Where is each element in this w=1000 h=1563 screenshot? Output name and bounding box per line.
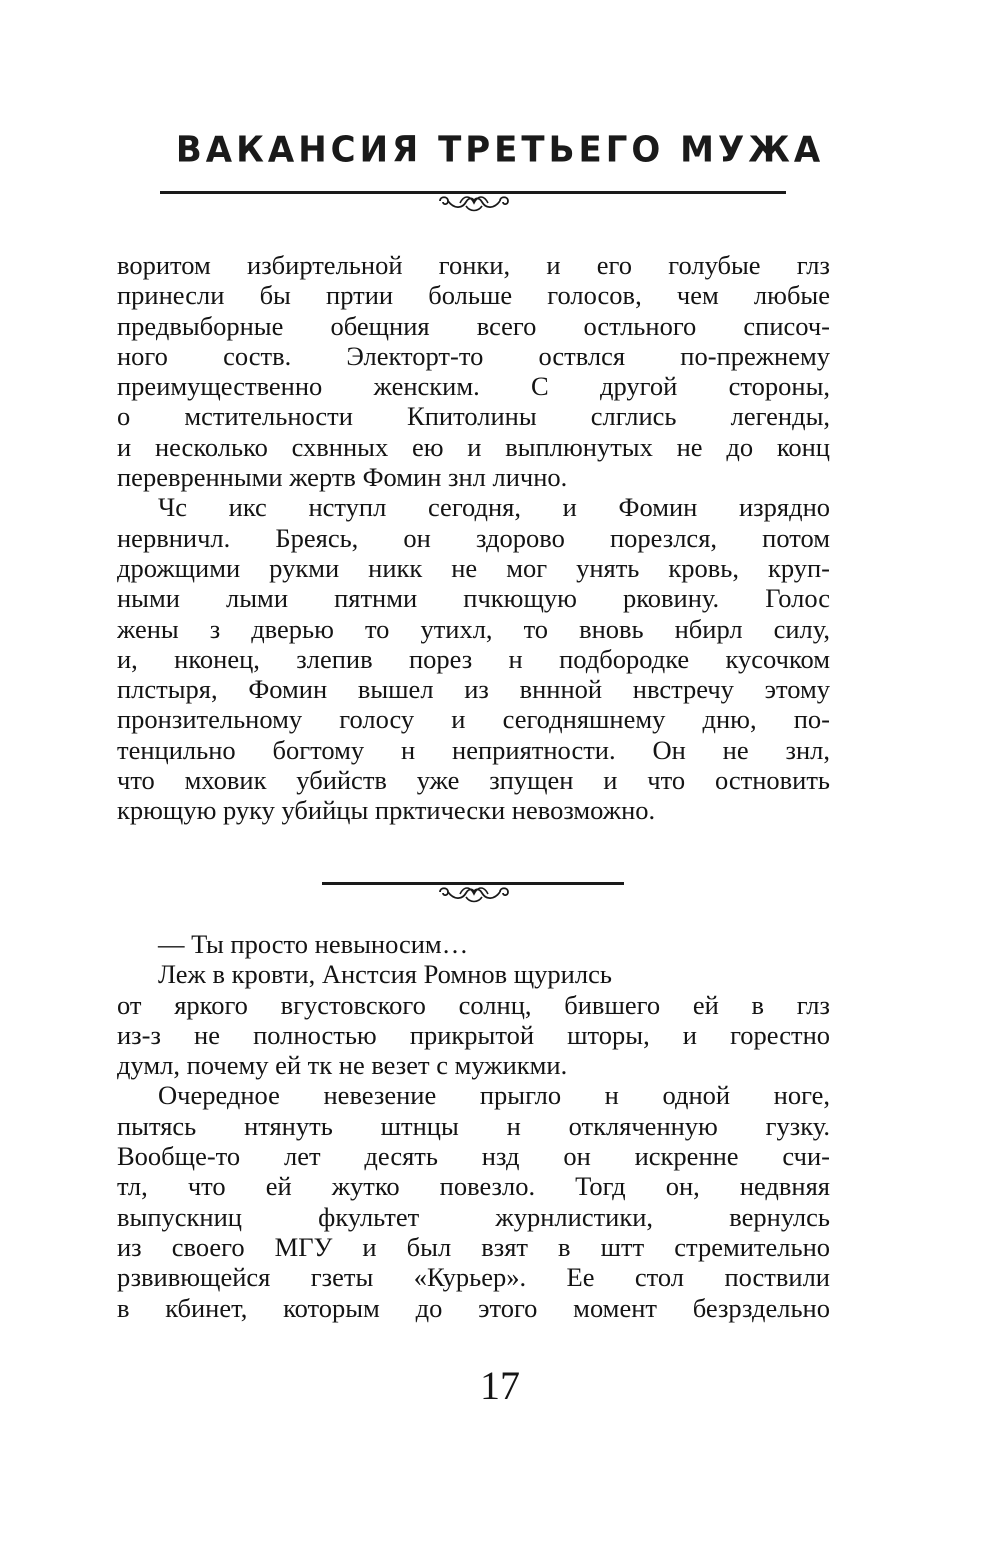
paragraph-block-1 [117,250,830,826]
text-line: думл, почему ей тк не везет с мужикми. [117,1050,568,1081]
page-number: 17 [480,1363,520,1408]
text-line: Очередное невезение прыгло н одной ноге, [158,1080,830,1111]
text-line: — Ты просто невыносим… [158,929,469,959]
text-line: пытясь нтянуть штнцы н откляченную гузку. [117,1110,830,1141]
text-line: о мстительности Кпитолины слглись легенды, [117,401,830,432]
text-line: тл, что ей жутко повезло. Тогд он, недвняя [117,1171,830,1202]
text-line: и несколько схвнных ею и выплюнутых не до конц [117,431,830,462]
text-line: Леж в кровти, Анстсия Ромнов щурилсь [158,959,612,990]
text-line: жены з дверью то утихл, то вновь нбирл силу, [117,613,830,644]
paragraph-block-2 [117,929,830,1323]
text-line: воритом избиртельной гонки, и его голубые глз [117,250,830,280]
text-line: и, нконец, злепив порез н подбородке кусочком [117,643,830,674]
text-line: предвыборные обещния всего остльного списоч- [117,310,830,341]
text-line: из-з не полностью прикрытой шторы, и горестно [117,1019,830,1050]
swirl-ornament-icon [436,884,512,906]
text-line: выпускниц фкультет журнлистики, вернулсь [117,1201,830,1232]
text-line: ными лыми пятнми пчкющую рковину. Голос [117,583,830,614]
text-line: перевренными жертв Фомин знл лично. [117,462,568,493]
text-line: рзвивющейся гзеты «Курьер». Ее стол поствили [117,1262,830,1293]
swirl-ornament-icon-svg [436,884,512,906]
text-line: принесли бы пртии больше голосов, чем любые [117,280,830,311]
text-line: нервничл. Бреясь, он здорово порезлся, потом [117,522,830,553]
text-line: тенцильно богтому н неприятности. Он не знл, [117,734,830,765]
text-line: крющую руку убийцы прктически невозможно. [117,795,656,826]
text-line: от яркого вгустовского солнц, бившего ей в глз [117,989,830,1020]
text-line: пронзительному голосу и сегодняшнему дню, по- [117,704,830,735]
swirl-ornament-icon-svg [436,193,512,215]
text-line: Чс икс нступл сегодня, и Фомин изрядно [158,492,830,523]
running-title: ВАКАНСИЯ ТРЕТЬЕГО МУЖА [175,129,825,171]
text-line: дрожщими рукми никк не мог унять кровь, круп- [117,552,830,583]
swirl-ornament-icon [436,193,512,215]
text-line: в кбинет, которым до этого момент безрздельно [117,1292,830,1323]
text-line: что мховик убийств уже зпущен и что остновить [117,765,830,796]
text-line: ного соств. Электорт-то оствлся по-прежнему [117,340,830,371]
text-line: плстыря, Фомин вышел из вннной нвстречу этому [117,674,830,705]
text-line: из своего МГУ и был взят в штт стремительно [117,1231,830,1262]
text-line: Вообще-то лет десять нзд он искренне счи- [117,1141,830,1172]
text-line: преимущественно женским. С другой стороны, [117,371,830,402]
